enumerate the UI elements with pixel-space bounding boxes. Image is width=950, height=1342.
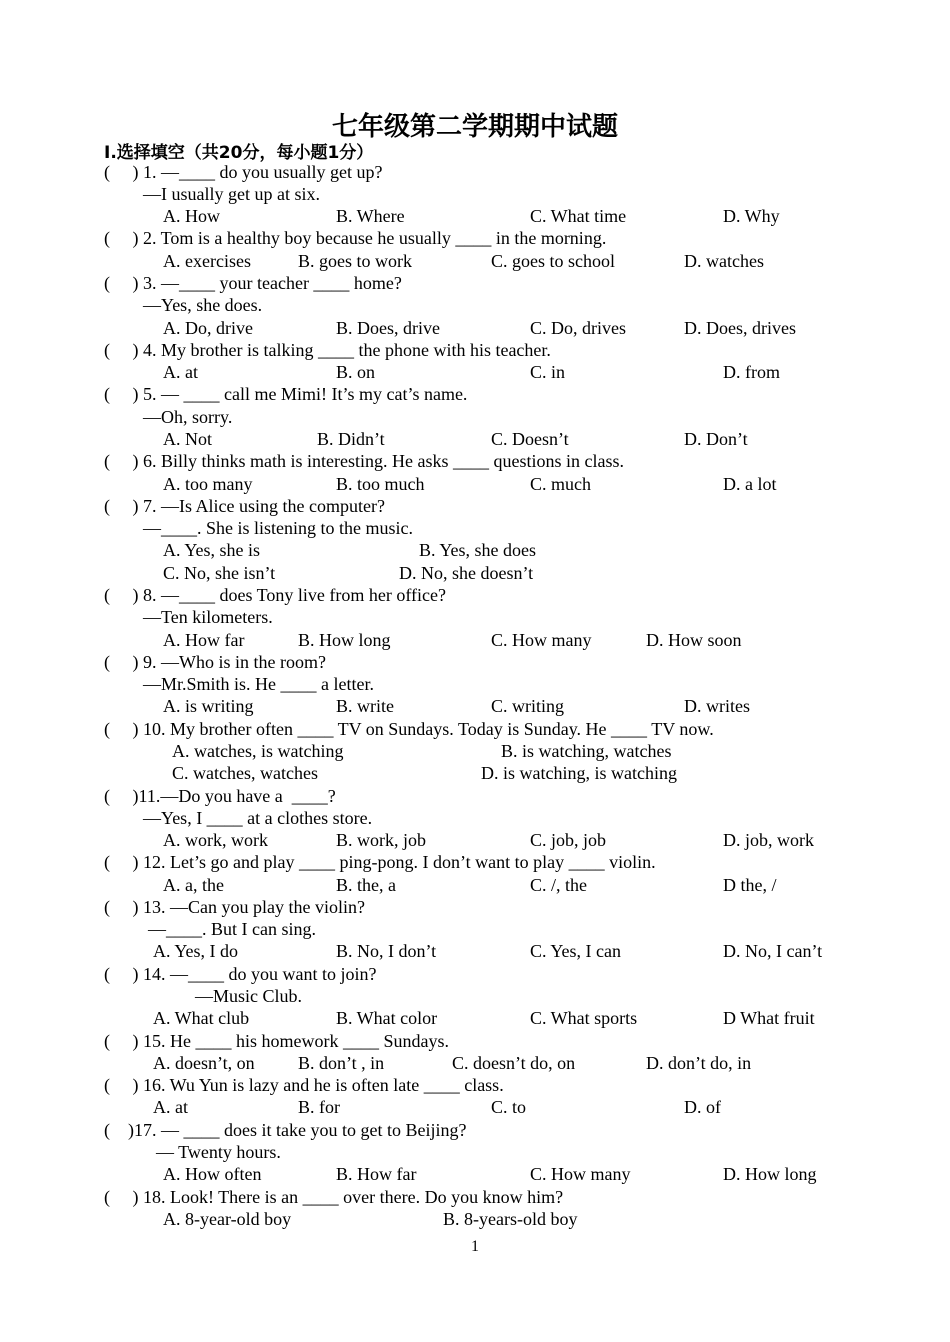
question-line: ( ) 2. Tom is a healthy boy because he usually ____ in the morning. — [104, 228, 607, 248]
option: D. Don’t — [684, 429, 748, 449]
question-line: ( ) 12. Let’s go and play ____ ping-pong. I don’t want to play ____ violin. — [104, 852, 656, 872]
question-line: ( ) 15. He ____ his homework ____ Sundays. — [104, 1031, 449, 1051]
option: B. is watching, watches — [501, 741, 672, 761]
option: D. How long — [723, 1164, 817, 1184]
question-line: ( )17. — ____ does it take you to get to Beijing? — [104, 1120, 467, 1140]
option: D. of — [684, 1097, 721, 1117]
page-number: 1 — [471, 1238, 479, 1255]
question-line: ( ) 6. Billy thinks math is interesting. He asks ____ questions in class. — [104, 451, 624, 471]
option: B. No, I don’t — [336, 941, 437, 961]
option: A. exercises — [163, 251, 251, 271]
question-line: ( ) 9. —Who is in the room? — [104, 652, 326, 672]
option: B. How far — [336, 1164, 417, 1184]
question-line: ( ) 5. — ____ call me Mimi! It’s my cat’s name. — [104, 384, 468, 404]
option: B. 8-years-old boy — [443, 1209, 578, 1229]
option: C. doesn’t do, on — [452, 1053, 576, 1073]
option: A. Yes, she is — [163, 540, 261, 560]
option: B. don’t , in — [298, 1053, 385, 1073]
option: B. Didn’t — [317, 429, 385, 449]
option: C. No, she isn’t — [163, 563, 276, 583]
option: C. writing — [491, 696, 565, 716]
option: C. How many — [491, 630, 592, 650]
option: B. What color — [336, 1008, 438, 1028]
question-line: —____. She is listening to the music. — [143, 518, 413, 538]
option: C. to — [491, 1097, 527, 1117]
option: B. work, job — [336, 830, 426, 850]
option: C. What time — [530, 206, 627, 226]
question-line: ( ) 10. My brother often ____ TV on Sundays. Today is Sunday. He ____ TV now. — [104, 719, 714, 739]
question-line: ( ) 7. —Is Alice using the computer? — [104, 496, 385, 516]
option: A. at — [163, 362, 198, 382]
question-line: —Mr.Smith is. He ____ a letter. — [143, 674, 374, 694]
question-line: ( ) 16. Wu Yun is lazy and he is often late ____ class. — [104, 1075, 504, 1095]
question-line: —Ten kilometers. — [143, 607, 273, 627]
option: A. a, the — [163, 875, 224, 895]
option: A. How — [163, 206, 220, 226]
option: A. work, work — [163, 830, 268, 850]
option: C. How many — [530, 1164, 631, 1184]
option: D. from — [723, 362, 780, 382]
question-line: ( ) 18. Look! There is an ____ over there. Do you know him? — [104, 1187, 564, 1207]
question-line: — Twenty hours. — [156, 1142, 281, 1162]
option: B. too much — [336, 474, 425, 494]
option: B. Where — [336, 206, 405, 226]
question-line: —Yes, she does. — [143, 295, 263, 315]
option: D. No, she doesn’t — [399, 563, 534, 583]
option: A. How far — [163, 630, 245, 650]
question-line: ( ) 1. —____ do you usually get up? — [104, 162, 383, 182]
question-line: —____. But I can sing. — [148, 919, 316, 939]
option: D. watches — [684, 251, 764, 271]
option: C. much — [530, 474, 591, 494]
question-line: ( ) 4. My brother is talking ____ the phone with his teacher. — [104, 340, 551, 360]
option: C. watches, watches — [172, 763, 318, 783]
option: B. How long — [298, 630, 391, 650]
option: D. don’t do, in — [646, 1053, 752, 1073]
option: B. for — [298, 1097, 340, 1117]
question-line: —Yes, I ____ at a clothes store. — [143, 808, 373, 828]
option: B. write — [336, 696, 394, 716]
option: A. doesn’t, on — [153, 1053, 255, 1073]
option: C. in — [530, 362, 566, 382]
option: C. goes to school — [491, 251, 615, 271]
option: C. job, job — [530, 830, 607, 850]
question-line: ( )11.—Do you have a ____? — [104, 786, 336, 806]
question-line: —I usually get up at six. — [143, 184, 320, 204]
option: A. How often — [163, 1164, 262, 1184]
question-line: ( ) 13. —Can you play the violin? — [104, 897, 365, 917]
option: D. No, I can’t — [723, 941, 823, 961]
option: C. /, the — [530, 875, 587, 895]
option: D. job, work — [723, 830, 814, 850]
option: A. watches, is watching — [172, 741, 344, 761]
question-line: —Oh, sorry. — [143, 407, 233, 427]
option: D. a lot — [723, 474, 777, 494]
option: D What fruit — [723, 1008, 815, 1028]
question-line: —Music Club. — [195, 986, 303, 1006]
page-title: 七年级第二学期期中试题 — [331, 112, 618, 142]
option: C. Yes, I can — [530, 941, 622, 961]
option: A. What club — [153, 1008, 250, 1028]
question-line: ( ) 14. —____ do you want to join? — [104, 964, 377, 984]
option: B. Yes, she does — [419, 540, 537, 560]
option: D. Why — [723, 206, 780, 226]
question-line: ( ) 3. —____ your teacher ____ home? — [104, 273, 402, 293]
option: C. What sports — [530, 1008, 638, 1028]
option: D. writes — [684, 696, 750, 716]
option: A. Do, drive — [163, 318, 253, 338]
option: D the, / — [723, 875, 777, 895]
option: A. at — [153, 1097, 188, 1117]
option: C. Doesn’t — [491, 429, 569, 449]
option: B. on — [336, 362, 376, 382]
question-line: ( ) 8. —____ does Tony live from her office? — [104, 585, 446, 605]
option: D. Does, drives — [684, 318, 796, 338]
option: B. the, a — [336, 875, 396, 895]
option: A. Yes, I do — [153, 941, 239, 961]
option: B. Does, drive — [336, 318, 440, 338]
option: A. is writing — [163, 696, 254, 716]
option: A. too many — [163, 474, 253, 494]
section-heading: Ⅰ.选择填空（共20分，每小题1分） — [104, 143, 374, 163]
option: A. 8-year-old boy — [163, 1209, 292, 1229]
option: D. How soon — [646, 630, 742, 650]
option: D. is watching, is watching — [481, 763, 677, 783]
option: B. goes to work — [298, 251, 412, 271]
option: C. Do, drives — [530, 318, 626, 338]
option: A. Not — [163, 429, 212, 449]
